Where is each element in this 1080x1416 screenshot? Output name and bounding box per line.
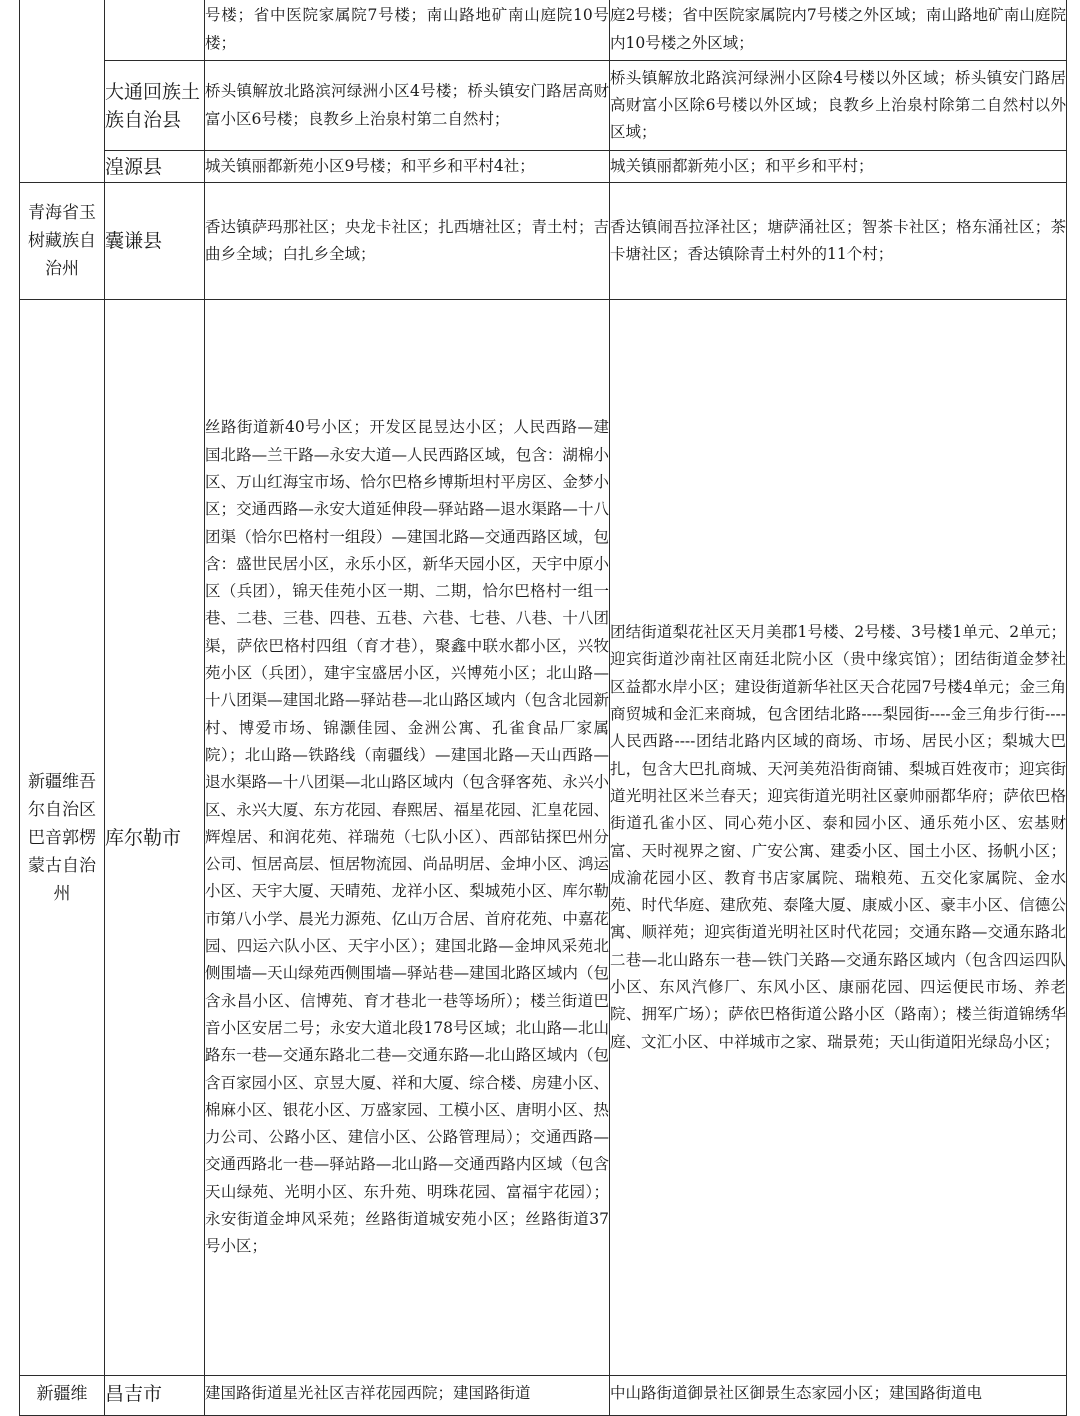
low-risk-text: 城关镇丽都新苑小区；和平乡和平村； bbox=[610, 156, 874, 175]
medium-risk-cell bbox=[205, 151, 610, 183]
low-risk-cell bbox=[610, 1376, 1067, 1416]
table-row bbox=[20, 300, 1067, 1376]
medium-risk-text: 城关镇丽都新苑小区9号楼；和平乡和平村4社； bbox=[205, 156, 535, 175]
medium-risk-cell bbox=[205, 0, 610, 61]
table-row bbox=[20, 0, 1067, 61]
low-risk-text: 香达镇闹吾拉泽社区；塘萨涌社区；智茶卡社区；格东涌社区；茶卡塘社区；香达镇除青土村外的11个村； bbox=[610, 217, 1066, 263]
medium-risk-cell bbox=[205, 183, 610, 300]
city-label: 囊谦县 bbox=[105, 230, 163, 252]
low-risk-text: 庭2号楼；省中医院家属院内7号楼之外区域；南山路地矿南山庭院内10号楼之外区域； bbox=[610, 6, 1066, 52]
province-label: 青海省玉树藏族自治州 bbox=[28, 203, 96, 279]
province-cell bbox=[20, 1376, 105, 1416]
city-cell bbox=[105, 0, 205, 61]
low-risk-text: 桥头镇解放北路滨河绿洲小区除4号楼以外区域；桥头镇安门路居高财富小区除6号楼以外区域；良教乡上治泉村除第二自然村以外区域； bbox=[610, 68, 1066, 142]
province-cell bbox=[20, 0, 105, 183]
medium-risk-text: 桥头镇解放北路滨河绿洲小区4号楼；桥头镇安门路居高财富小区6号楼；良教乡上治泉村第二自然村； bbox=[205, 82, 609, 128]
province-label: 新疆维 bbox=[36, 1384, 88, 1404]
city-cell bbox=[105, 61, 205, 151]
medium-risk-text: 香达镇萨玛那社区；央龙卡社区；扎西塘社区；青土村；吉曲乡全域；白扎乡全域； bbox=[205, 217, 609, 263]
city-label: 湟源县 bbox=[105, 155, 163, 178]
table-row bbox=[20, 61, 1067, 151]
low-risk-text: 团结街道梨花社区天月美郡1号楼、2号楼、3号楼1单元、2单元；迎宾街道沙南社区南廷北院小区（贵中缘宾馆）；团结街道金梦社区益都水岸小区；建设街道新华社区天合花园7号楼4单元；金三角商贸城和金汇来商城，包含团结北路----梨园街----金三角步行街----人民西路----团结北路内区域的商场、市场、居民小区；梨城大巴扎，包含大巴扎商城、天河美苑沿街商铺、梨城百姓夜市；迎宾街道光明社区米兰春天；迎宾街道光明社区豪帅丽都华府；萨依巴格街道孔雀小区、同心苑小区、泰和园小区、通乐苑小区、宏基财富、天时视界之窗、广安公寓、建委小区、国土小区、扬帆小区；成渝花园小区、教育书店家属院、瑞粮苑、五交化家属院、金水苑、时代华庭、建欣苑、泰隆大厦、康威小区、豪丰小区、信德公寓、顺祥苑；迎宾街道光明社区时代花园；交通东路—交通东路北二巷—北山路东一巷—铁门关路—交通东路区域内（包含四运四队小区、东风汽修厂、东风小区、康丽花园、四运便民市场、养老院、拥军广场）；萨依巴格街道公路小区（路南）；楼兰街道锦绣华庭、文汇小区、中祥城市之家、瑞景苑；天山街道阳光绿岛小区； bbox=[610, 623, 1066, 1051]
low-risk-text: 中山路街道御景社区御景生态家园小区；建国路街道电 bbox=[610, 1384, 983, 1402]
province-cell bbox=[20, 300, 105, 1376]
medium-risk-text: 号楼；省中医院家属院7号楼；南山路地矿南山庭院10号楼； bbox=[205, 6, 609, 52]
city-label: 大通回族土族自治县 bbox=[105, 80, 201, 131]
table-row bbox=[20, 151, 1067, 183]
low-risk-cell bbox=[610, 61, 1067, 151]
risk-area-table bbox=[19, 0, 1067, 1416]
province-cell bbox=[20, 183, 105, 300]
low-risk-cell bbox=[610, 300, 1067, 1376]
city-label: 库尔勒市 bbox=[105, 826, 182, 849]
city-label: 昌吉市 bbox=[105, 1383, 163, 1405]
province-label: 新疆维吾尔自治区巴音郭楞蒙古自治州 bbox=[28, 771, 96, 904]
table-row bbox=[20, 1376, 1067, 1416]
city-cell bbox=[105, 300, 205, 1376]
medium-risk-cell bbox=[205, 1376, 610, 1416]
table-row bbox=[20, 183, 1067, 300]
medium-risk-text: 建国路街道星光社区吉祥花园西院；建国路街道 bbox=[205, 1384, 531, 1402]
low-risk-cell bbox=[610, 183, 1067, 300]
low-risk-cell bbox=[610, 151, 1067, 183]
medium-risk-cell bbox=[205, 300, 610, 1376]
city-cell bbox=[105, 183, 205, 300]
medium-risk-cell bbox=[205, 61, 610, 151]
low-risk-cell bbox=[610, 0, 1067, 61]
medium-risk-text: 丝路街道新40号小区；开发区昆昱达小区；人民西路—建国北路—兰干路—永安大道—人民西路区域，包含：湖棉小区、万山红海宝市场、恰尔巴格乡博斯坦村平房区、金梦小区；交通西路—永安大道延伸段—驿站路—退水渠路—十八团渠（恰尔巴格村一组段）—建国北路—交通西路区域，包含：盛世民居小区，永乐小区，新华天园小区，天宇中原小区（兵团），锦天佳苑小区一期、二期，恰尔巴格村一组一巷、二巷、三巷、四巷、五巷、六巷、七巷、八巷、十八团渠，萨依巴格村四组（育才巷），聚鑫中联水都小区，兴牧苑小区（兵团），建宇宝盛居小区，兴博苑小区；北山路—十八团渠—建国北路—驿站巷—北山路区域内（包含北园新村、博爱市场、锦灏佳园、金洲公寓、孔雀食品厂家属院）；北山路—铁路线（南疆线）—建国北路—天山西路—退水渠路—十八团渠—北山路区域内（包含驿客苑、永兴小区、永兴大厦、东方花园、春熙居、福星花园、汇皇花园、辉煌居、和润花苑、祥瑞苑（七队小区）、西部钻探巴州分公司、恒居高层、恒居物流园、尚品明居、金坤小区、鸿运小区、天宇大厦、天晴苑、龙祥小区、梨城苑小区、库尔勒市第八小学、晨光力源苑、亿山万合居、首府花苑、中嘉花园、四运六队小区、天宇小区）；建国北路—金坤风采苑北侧围墙—天山绿苑西侧围墙—驿站巷—建国北路区域内（包含永昌小区、信博苑、育才巷北一巷等场所）；楼兰街道巴音小区安居二号；永安大道北段178号区域；北山路—北山路东一巷—交通东路北二巷—交通东路—北山路区域内（包含百家园小区、京昱大厦、祥和大厦、综合楼、房建小区、棉麻小区、银花小区、万盛家园、工模小区、唐明小区、热力公司、公路小区、建信小区、公路管理局）；交通西路—交通西路北一巷—驿站路—北山路—交通西路内区域（包含天山绿苑、光明小区、东升苑、明珠花园、富福宇花园）；永安街道金坤风采苑；丝路街道城安苑小区；丝路街道37号小区； bbox=[205, 418, 609, 1256]
city-cell bbox=[105, 151, 205, 183]
city-cell bbox=[105, 1376, 205, 1416]
